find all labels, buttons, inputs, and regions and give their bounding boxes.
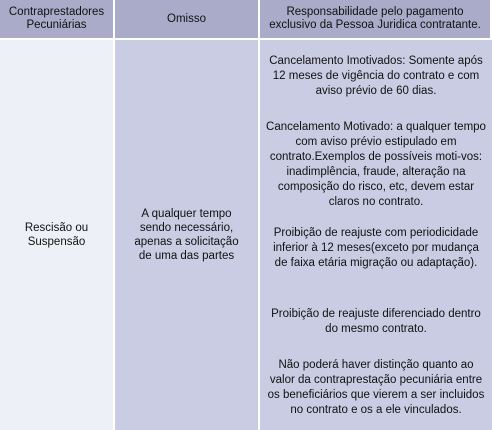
paragraph-reajuste-periodicidade: Proibição de reajuste com periodicidade inferior à 12 meses(exceto por mudança de faixa etária migração ou adaptação). xyxy=(273,227,479,269)
header-omisso xyxy=(115,0,260,40)
header-col1-text: Contraprestadores Pecuniárias xyxy=(8,6,105,31)
responsabilidade-cell xyxy=(260,40,492,430)
paragraph-distincao-valor: Não poderá haver distinção quanto ao valor da contraprestação pecuniária entre os beneficiários que vierem a ser incluidos no contrato e os a ele vinculados. xyxy=(267,359,485,416)
header-contraprestadores xyxy=(0,0,115,40)
paragraph-reajuste-diferenciado: Proibição de reajuste diferenciado dentro do mesmo contrato. xyxy=(271,308,481,335)
paragraph-cancelamento-imotivado: Cancelamento Imotivados: Somente após 12 meses de vigência do contrato e com aviso prévio de 60 dias. xyxy=(269,55,483,97)
header-col2-text: Omisso xyxy=(167,12,206,25)
header-col3-text: Responsabilidade pelo pagamento exclusivo da Pessoa Juridica contratante. xyxy=(269,6,481,31)
omisso-text: A qualquer tempo sendo necessário, apenas a solicitação de uma das partes xyxy=(134,208,239,262)
paragraph-cancelamento-motivado: Cancelamento Motivado: a qualquer tempo com aviso prévio estipulado em contrato.Exemplos de possíveis moti-vos: inadimplência, fraude, alteração na composição do risco, etc, devem estar claros no contrato. xyxy=(266,121,486,208)
header-responsabilidade xyxy=(260,0,492,40)
row-label: Rescisão ou Suspensão xyxy=(24,222,89,248)
omisso-cell xyxy=(115,40,260,430)
row-label-cell xyxy=(0,40,115,430)
